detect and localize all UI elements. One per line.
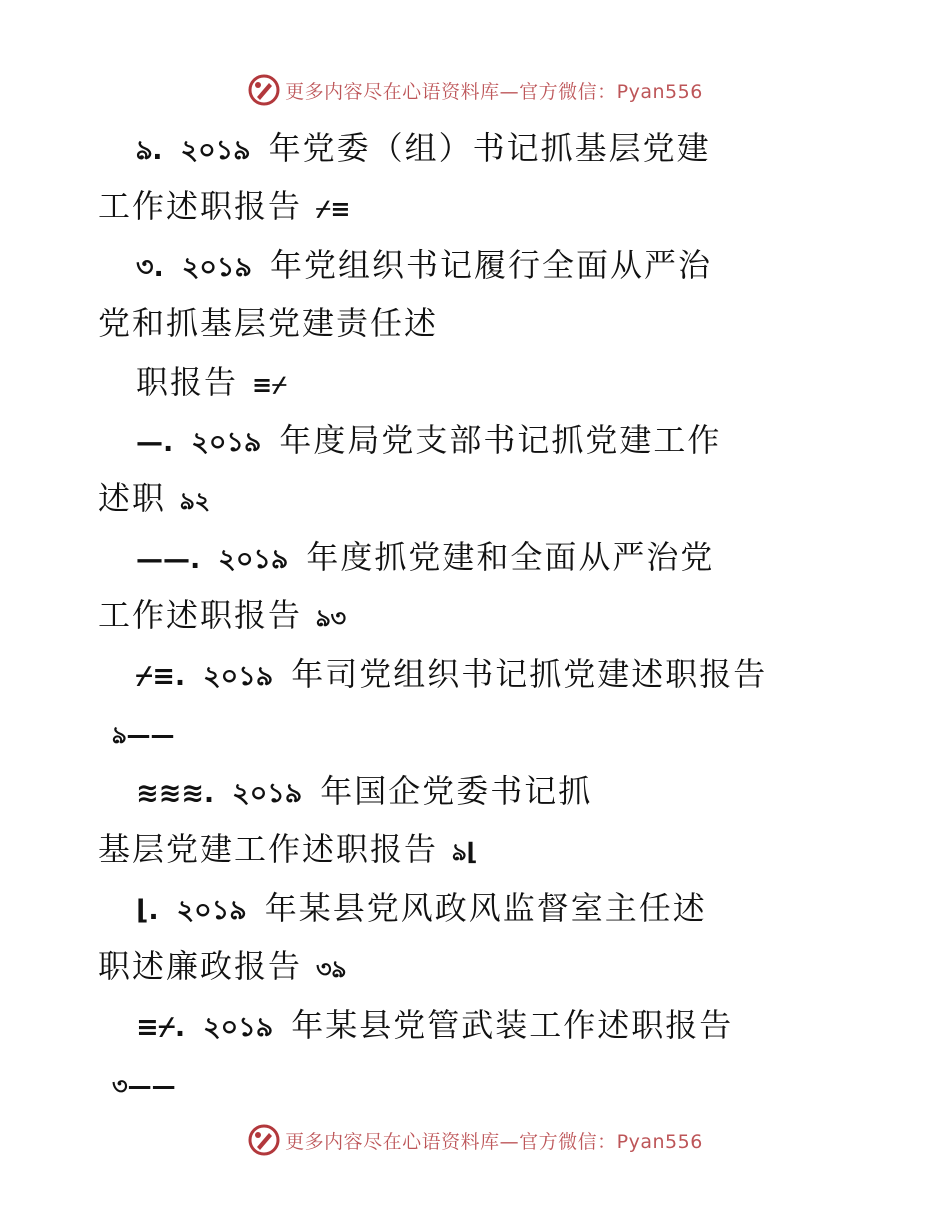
toc-year: ২০১৯ <box>203 661 274 692</box>
toc-line[interactable] <box>98 1063 176 1106</box>
toc-number: ঌ. <box>136 135 163 166</box>
toc-page: ৩ঌ <box>316 955 347 983</box>
toc-line[interactable] <box>136 654 767 697</box>
toc-title: 工作述职报告 <box>98 187 303 225</box>
toc-year: ২০১৯ <box>232 778 303 809</box>
toc-line[interactable] <box>98 829 477 872</box>
toc-year: ২০১৯ <box>218 544 289 575</box>
toc-title: 职报告 <box>136 363 239 401</box>
toc-year: ২০১৯ <box>203 1012 274 1043</box>
header-banner <box>0 70 950 110</box>
brand-logo-icon <box>247 1123 281 1157</box>
toc-line[interactable] <box>98 303 438 343</box>
toc-title: 年国企党委书记抓 <box>320 772 593 810</box>
toc-line[interactable] <box>98 186 351 229</box>
toc-year: ২০১৯ <box>191 427 262 458</box>
toc-page: ৩—— <box>112 1072 176 1100</box>
toc-page: ঌ—— <box>112 721 175 749</box>
toc-number: ≡⌿. <box>136 1012 186 1043</box>
toc-number: ⌿≡. <box>136 661 186 692</box>
banner-main: 更多内容尽在心语资料库—官方微信： <box>285 1130 617 1153</box>
toc-page: ঌ⌊ <box>452 838 478 866</box>
toc-line[interactable] <box>136 420 721 463</box>
toc-title: 基层党建工作述职报告 <box>98 830 439 868</box>
toc-number: ⌊. <box>136 895 159 926</box>
toc-title: 年度局党支部书记抓党建工作 <box>279 421 722 459</box>
toc-line[interactable] <box>136 537 714 580</box>
toc-number: ≋≋≋. <box>136 778 215 809</box>
brand-logo-icon <box>247 73 281 107</box>
toc-year: ২০১৯ <box>176 895 247 926</box>
toc-number: —. <box>136 427 174 458</box>
toc-year: ২০১৯ <box>180 135 251 166</box>
toc-title: 述职 <box>98 479 167 517</box>
banner-wechat-id: Pyan556 <box>616 80 703 103</box>
toc-line[interactable] <box>136 1005 733 1048</box>
toc-line[interactable] <box>136 245 712 288</box>
toc-title: 党和抓基层党建责任述 <box>98 304 439 342</box>
footer-banner <box>0 1120 950 1160</box>
toc-number: ——. <box>136 544 201 575</box>
toc-page: ঌ২ <box>180 487 211 515</box>
toc-line[interactable] <box>136 128 711 171</box>
toc-line[interactable] <box>136 362 287 405</box>
toc-page: ⌿≡ <box>316 195 351 223</box>
toc-line[interactable] <box>98 595 346 638</box>
toc-line[interactable] <box>98 946 346 989</box>
toc-page: ঌ৩ <box>316 604 347 632</box>
toc-title: 职述廉政报告 <box>98 947 303 985</box>
toc-number: ৩. <box>136 252 164 283</box>
toc-line[interactable] <box>136 888 707 931</box>
toc-title: 年党委（组）书记抓基层党建 <box>268 129 711 167</box>
banner-wechat-id: Pyan556 <box>616 1130 703 1153</box>
toc-title: 年司党组织书记抓党建述职报告 <box>291 655 768 693</box>
banner-text <box>285 1127 703 1154</box>
toc-line[interactable] <box>98 478 210 521</box>
toc-title: 年某县党风政风监督室主任述 <box>264 889 707 927</box>
toc-year: ২০১৯ <box>181 252 252 283</box>
toc-title: 年度抓党建和全面从严治党 <box>306 538 715 576</box>
banner-main: 更多内容尽在心语资料库—官方微信： <box>285 80 617 103</box>
toc-title: 年党组织书记履行全面从严治 <box>269 246 712 284</box>
toc-title: 工作述职报告 <box>98 596 303 634</box>
toc-title: 年某县党管武装工作述职报告 <box>291 1006 734 1044</box>
banner-text <box>285 77 703 104</box>
toc-line[interactable] <box>98 712 174 755</box>
toc-page: ≡⌿ <box>252 371 287 399</box>
toc-line[interactable] <box>136 771 592 814</box>
